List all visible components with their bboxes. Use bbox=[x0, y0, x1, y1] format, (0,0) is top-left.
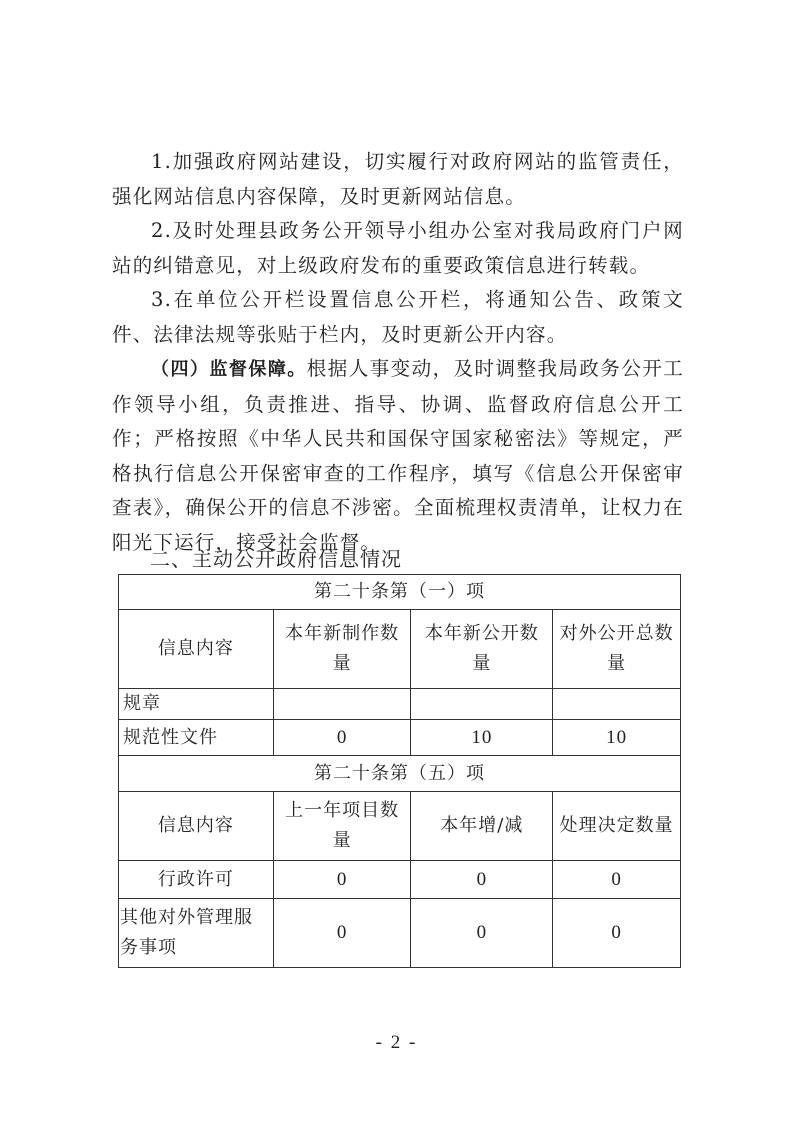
table-cell bbox=[553, 689, 681, 720]
table-cell: 0 bbox=[553, 899, 681, 968]
table1-header: 本年新制作数量 bbox=[273, 610, 411, 689]
table1-header: 本年新公开数量 bbox=[411, 610, 553, 689]
table1-header: 信息内容 bbox=[119, 610, 274, 689]
supervision-label: （四）监督保障。 bbox=[151, 359, 307, 380]
paragraph-2: 2.及时处理县政务公开领导小组办公室对我局政府门户网站的纠错意见，对上级政府发布的重要政策信息进行转载。 bbox=[112, 219, 684, 277]
page-number: - 2 - bbox=[375, 1032, 418, 1053]
info-table bbox=[118, 574, 681, 968]
table-cell: 0 bbox=[411, 861, 553, 899]
table-cell: 0 bbox=[273, 861, 411, 899]
table2-title: 第二十条第（五）项 bbox=[119, 756, 681, 792]
table-cell: 0 bbox=[411, 899, 553, 968]
table-cell: 行政许可 bbox=[119, 861, 274, 899]
paragraph-3: 3.在单位公开栏设置信息公开栏，将通知公告、政策文件、法律法规等张贴于栏内，及时更新公开内容。 bbox=[112, 288, 684, 346]
table1-header: 对外公开总数量 bbox=[553, 610, 681, 689]
paragraph-supervision bbox=[112, 352, 684, 560]
table2-header: 本年增/减 bbox=[411, 792, 553, 861]
supervision-text: 根据人事变动，及时调整我局政务公开工作领导小组，负责推进、指导、协调、监督政府信息公开工作；严格按照《中华人民共和国保守国家秘密法》等规定，严格执行信息公开保密审查的工作程序，填写《信息公开保密审查表》，确保公开的信息不涉密。全面梳理权责清单，让权力在阳光下运行，接受社会监督。 bbox=[112, 357, 684, 554]
table-cell: 10 bbox=[411, 720, 553, 756]
table2-title-row bbox=[119, 756, 681, 792]
table1-title-row bbox=[119, 575, 681, 610]
table-cell: 其他对外管理服务事项 bbox=[119, 899, 274, 968]
table-cell: 10 bbox=[553, 720, 681, 756]
table-cell: 0 bbox=[553, 861, 681, 899]
body-text bbox=[112, 145, 684, 560]
table-cell bbox=[411, 689, 553, 720]
table2-header: 信息内容 bbox=[119, 792, 274, 861]
table-cell: 0 bbox=[273, 899, 411, 968]
table-cell bbox=[273, 689, 411, 720]
table-row bbox=[119, 689, 681, 720]
table1-header-row bbox=[119, 610, 681, 689]
paragraph-1: 1.加强政府网站建设，切实履行对政府网站的监管责任，强化网站信息内容保障，及时更新网站信息。 bbox=[112, 150, 684, 208]
table2-header: 处理决定数量 bbox=[553, 792, 681, 861]
table-cell: 0 bbox=[273, 720, 411, 756]
table-row bbox=[119, 720, 681, 756]
table2-header: 上一年项目数量 bbox=[273, 792, 411, 861]
table2-header-row bbox=[119, 792, 681, 861]
section-heading: 二、主动公开政府信息情况 bbox=[150, 547, 402, 571]
table-row bbox=[119, 899, 681, 968]
table1-title: 第二十条第（一）项 bbox=[119, 575, 681, 610]
table-row bbox=[119, 861, 681, 899]
table-cell: 规范性文件 bbox=[119, 720, 274, 756]
table-cell: 规章 bbox=[119, 689, 274, 720]
